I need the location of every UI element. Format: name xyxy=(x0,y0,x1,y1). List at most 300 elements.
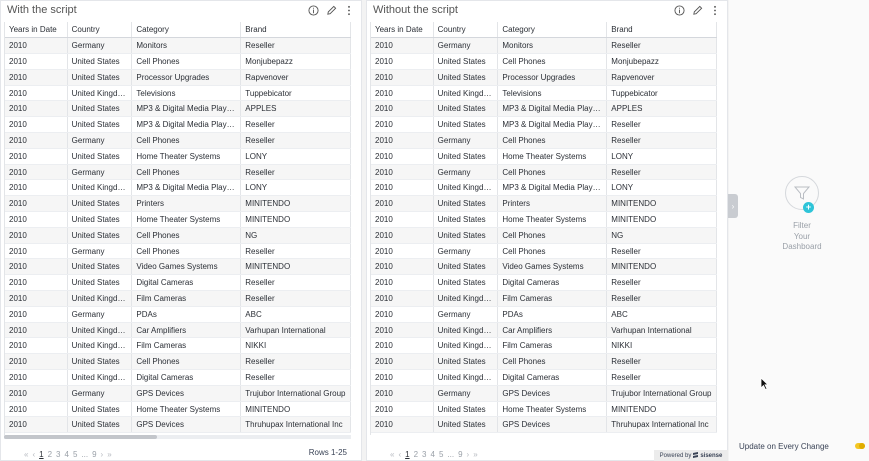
page-link[interactable]: 5 xyxy=(72,449,78,459)
cell-year: 2010 xyxy=(371,85,433,101)
cell-year: 2010 xyxy=(5,180,67,196)
cell-year: 2010 xyxy=(371,133,433,149)
cell-year: 2010 xyxy=(371,54,433,70)
table-row[interactable] xyxy=(5,259,351,275)
cell-category: Video Games Systems xyxy=(132,259,241,275)
table-row[interactable] xyxy=(371,212,717,228)
cell-brand: Reseller xyxy=(241,243,351,259)
table-row[interactable] xyxy=(371,54,717,70)
info-icon[interactable] xyxy=(307,4,319,16)
widget-header xyxy=(367,1,727,19)
table-row[interactable] xyxy=(371,38,717,54)
column-header-country[interactable]: Country xyxy=(433,22,498,38)
table-row[interactable] xyxy=(371,180,717,196)
cell-year: 2010 xyxy=(5,227,67,243)
cell-brand: Trujubor International Group xyxy=(241,385,351,401)
cell-brand: APPLES xyxy=(607,101,717,117)
cell-brand: MINITENDO xyxy=(607,196,717,212)
table-row[interactable] xyxy=(5,417,351,433)
cell-brand: MINITENDO xyxy=(607,401,717,417)
cell-category: PDAs xyxy=(498,306,607,322)
cell-country: United Kingd… xyxy=(433,180,498,196)
table-row[interactable] xyxy=(371,243,717,259)
pivot-table xyxy=(5,22,351,433)
table-row[interactable] xyxy=(5,38,351,54)
first-page-icon[interactable]: « xyxy=(390,449,395,459)
cell-brand: MINITENDO xyxy=(241,401,351,417)
cell-country: United States xyxy=(67,227,132,243)
page-link[interactable]: 5 xyxy=(438,449,444,459)
cell-country: United Kingd… xyxy=(67,85,132,101)
table-row[interactable] xyxy=(371,164,717,180)
table-row[interactable] xyxy=(371,275,717,291)
table-row[interactable] xyxy=(5,401,351,417)
column-header-years[interactable]: Years in Date xyxy=(371,22,433,38)
cell-brand: MINITENDO xyxy=(241,212,351,228)
cell-year: 2010 xyxy=(5,196,67,212)
cell-category: MP3 & Digital Media Play… xyxy=(132,117,241,133)
page-link[interactable]: 2 xyxy=(413,449,419,459)
powered-by-label: Powered by xyxy=(659,452,692,459)
cell-country: Germany xyxy=(67,385,132,401)
pivot-table xyxy=(371,22,717,433)
cell-year: 2010 xyxy=(5,212,67,228)
last-page-icon[interactable]: » xyxy=(107,449,112,459)
table-row[interactable] xyxy=(5,243,351,259)
cell-category: Cell Phones xyxy=(498,227,607,243)
cell-category: Processor Upgrades xyxy=(498,69,607,85)
column-header-brand[interactable]: Brand xyxy=(607,22,717,38)
pagination xyxy=(389,448,479,460)
cell-brand: LONY xyxy=(241,180,351,196)
cell-country: United Kingd… xyxy=(67,370,132,386)
sisense-logo-icon xyxy=(693,452,698,460)
table-row[interactable] xyxy=(5,385,351,401)
cell-brand: NIKKI xyxy=(241,338,351,354)
add-filter-empty-state[interactable] xyxy=(762,176,842,253)
table-row[interactable] xyxy=(5,180,351,196)
cell-brand: Varhupan International xyxy=(607,322,717,338)
cell-brand: MINITENDO xyxy=(607,212,717,228)
table-row[interactable] xyxy=(371,291,717,307)
cell-year: 2010 xyxy=(5,85,67,101)
cell-brand: MINITENDO xyxy=(241,196,351,212)
cell-category: GPS Devices xyxy=(498,417,607,433)
update-on-change-toggle[interactable] xyxy=(855,443,865,449)
pencil-icon[interactable] xyxy=(691,4,703,16)
cell-country: United Kingd… xyxy=(433,291,498,307)
horizontal-scrollbar[interactable] xyxy=(4,435,351,439)
cell-year: 2010 xyxy=(5,322,67,338)
table-row[interactable] xyxy=(5,212,351,228)
table-row[interactable] xyxy=(371,338,717,354)
cell-category: Film Cameras xyxy=(498,338,607,354)
cell-country: Germany xyxy=(433,164,498,180)
table-row[interactable] xyxy=(5,164,351,180)
cell-country: United Kingd… xyxy=(67,338,132,354)
scrollbar-thumb[interactable] xyxy=(4,435,157,439)
cell-category: Televisions xyxy=(498,85,607,101)
cell-brand: Reseller xyxy=(607,133,717,149)
cell-category: Printers xyxy=(498,196,607,212)
cell-category: Digital Cameras xyxy=(498,275,607,291)
cell-category: Home Theater Systems xyxy=(132,148,241,164)
column-header-category[interactable]: Category xyxy=(498,22,607,38)
column-header-brand[interactable]: Brand xyxy=(241,22,351,38)
last-page-icon[interactable]: » xyxy=(473,449,478,459)
cell-category: Cell Phones xyxy=(498,133,607,149)
table-row[interactable] xyxy=(371,306,717,322)
cell-country: United States xyxy=(67,196,132,212)
cell-country: United States xyxy=(67,101,132,117)
kebab-menu-icon[interactable] xyxy=(709,4,721,16)
widget-title: With the script xyxy=(7,4,77,16)
cell-year: 2010 xyxy=(371,275,433,291)
page-link[interactable]: 1 xyxy=(405,449,410,459)
cell-country: Germany xyxy=(67,306,132,322)
cell-brand: Reseller xyxy=(241,38,351,54)
cell-country: United Kingd… xyxy=(67,322,132,338)
cell-brand: NG xyxy=(241,227,351,243)
cell-brand: Tuppebicator xyxy=(607,85,717,101)
cell-year: 2010 xyxy=(5,243,67,259)
cell-country: Germany xyxy=(433,38,498,54)
page-link[interactable]: 3 xyxy=(56,449,61,459)
cell-category: MP3 & Digital Media Play… xyxy=(498,180,607,196)
cell-category: Home Theater Systems xyxy=(132,212,241,228)
cell-brand: Reseller xyxy=(241,370,351,386)
page-link[interactable]: 4 xyxy=(430,449,435,459)
cell-year: 2010 xyxy=(5,338,67,354)
cell-year: 2010 xyxy=(371,196,433,212)
cell-country: United States xyxy=(67,54,132,70)
cell-country: United States xyxy=(433,227,498,243)
cell-year: 2010 xyxy=(5,275,67,291)
pivot-table-container[interactable] xyxy=(370,22,717,435)
cell-country: Germany xyxy=(67,243,132,259)
column-header-category[interactable]: Category xyxy=(132,22,241,38)
table-row[interactable] xyxy=(371,417,717,433)
cell-brand: Rapvenover xyxy=(241,69,351,85)
cell-year: 2010 xyxy=(5,291,67,307)
cell-category: MP3 & Digital Media Play… xyxy=(132,180,241,196)
cell-category: Cell Phones xyxy=(132,133,241,149)
cell-brand: Reseller xyxy=(607,117,717,133)
cell-category: Cell Phones xyxy=(498,54,607,70)
cell-year: 2010 xyxy=(5,117,67,133)
column-header-years[interactable]: Years in Date xyxy=(5,22,67,38)
cell-category: Televisions xyxy=(132,85,241,101)
table-row[interactable] xyxy=(371,322,717,338)
table-row[interactable] xyxy=(5,133,351,149)
mouse-cursor-icon xyxy=(760,377,769,390)
filter-empty-text: Filter Your Dashboard xyxy=(782,221,822,251)
cell-category: Car Amplifiers xyxy=(132,322,241,338)
cell-brand: LONY xyxy=(607,180,717,196)
cell-country: United Kingd… xyxy=(433,85,498,101)
add-filter-button[interactable] xyxy=(785,176,819,210)
cell-year: 2010 xyxy=(5,133,67,149)
cell-year: 2010 xyxy=(371,385,433,401)
widget-header xyxy=(1,1,361,19)
cell-country: United Kingd… xyxy=(433,338,498,354)
table-row[interactable] xyxy=(5,54,351,70)
cell-brand: Rapvenover xyxy=(607,69,717,85)
widget-title: Without the script xyxy=(373,4,458,16)
table-row[interactable] xyxy=(5,69,351,85)
cell-country: United States xyxy=(433,101,498,117)
cell-country: Germany xyxy=(67,38,132,54)
cell-category: Cell Phones xyxy=(132,164,241,180)
table-row[interactable] xyxy=(371,117,717,133)
cell-country: United States xyxy=(67,212,132,228)
cell-category: Home Theater Systems xyxy=(498,401,607,417)
table-row[interactable] xyxy=(5,322,351,338)
cell-country: Germany xyxy=(433,243,498,259)
cell-brand: Reseller xyxy=(241,354,351,370)
table-row[interactable] xyxy=(371,370,717,386)
table-row[interactable] xyxy=(5,275,351,291)
cell-brand: Varhupan International xyxy=(241,322,351,338)
pivot-table-container[interactable] xyxy=(4,22,351,435)
cell-category: MP3 & Digital Media Play… xyxy=(132,101,241,117)
pagination xyxy=(23,448,113,460)
cell-year: 2010 xyxy=(371,38,433,54)
page-link[interactable]: 9 xyxy=(92,449,97,459)
cell-country: United States xyxy=(67,69,132,85)
cell-category: MP3 & Digital Media Play… xyxy=(498,117,607,133)
powered-by-badge[interactable] xyxy=(654,450,728,461)
first-page-icon[interactable]: « xyxy=(24,449,29,459)
plus-icon: + xyxy=(803,202,814,213)
cell-brand: Thruhupax International Inc xyxy=(607,417,717,433)
cell-category: GPS Devices xyxy=(132,417,241,433)
table-row[interactable] xyxy=(5,117,351,133)
cell-brand: LONY xyxy=(241,148,351,164)
cell-year: 2010 xyxy=(5,306,67,322)
funnel-icon xyxy=(793,184,811,202)
table-row[interactable] xyxy=(5,306,351,322)
cell-category: Film Cameras xyxy=(498,291,607,307)
cell-brand: Reseller xyxy=(241,164,351,180)
table-row[interactable] xyxy=(5,354,351,370)
cell-year: 2010 xyxy=(5,401,67,417)
rows-range-label: Rows 1-25 xyxy=(308,448,347,457)
cell-country: Germany xyxy=(67,164,132,180)
table-row[interactable] xyxy=(371,354,717,370)
table-row[interactable] xyxy=(371,133,717,149)
cell-brand: Reseller xyxy=(607,291,717,307)
cell-brand: NIKKI xyxy=(607,338,717,354)
cell-year: 2010 xyxy=(5,354,67,370)
cell-year: 2010 xyxy=(5,69,67,85)
next-page-icon[interactable]: › xyxy=(466,449,470,459)
cell-brand: Reseller xyxy=(607,38,717,54)
cell-year: 2010 xyxy=(371,212,433,228)
cell-brand: NG xyxy=(607,227,717,243)
page-ellipsis: ... xyxy=(81,449,89,459)
cell-category: GPS Devices xyxy=(132,385,241,401)
cell-brand: Tuppebicator xyxy=(241,85,351,101)
cell-brand: LONY xyxy=(607,148,717,164)
cell-year: 2010 xyxy=(371,164,433,180)
cell-category: Digital Cameras xyxy=(132,370,241,386)
cell-country: United States xyxy=(67,117,132,133)
widget-without-script xyxy=(366,0,728,461)
page-link[interactable]: 4 xyxy=(64,449,69,459)
cell-category: Processor Upgrades xyxy=(132,69,241,85)
cell-category: Home Theater Systems xyxy=(498,212,607,228)
cell-category: Cell Phones xyxy=(132,243,241,259)
cell-year: 2010 xyxy=(371,243,433,259)
cell-category: Home Theater Systems xyxy=(132,401,241,417)
cell-category: Cell Phones xyxy=(498,354,607,370)
cell-country: United States xyxy=(433,417,498,433)
cell-brand: Monjubepazz xyxy=(241,54,351,70)
update-on-change-label: Update on Every Change xyxy=(739,441,829,451)
table-row[interactable] xyxy=(371,101,717,117)
cell-country: United States xyxy=(67,401,132,417)
cell-category: Cell Phones xyxy=(498,243,607,259)
cell-country: United States xyxy=(67,259,132,275)
cell-year: 2010 xyxy=(371,101,433,117)
cell-category: Car Amplifiers xyxy=(498,322,607,338)
cell-brand: Reseller xyxy=(241,117,351,133)
cell-brand: Reseller xyxy=(241,275,351,291)
cell-country: United States xyxy=(433,401,498,417)
cell-year: 2010 xyxy=(371,148,433,164)
prev-page-icon[interactable]: ‹ xyxy=(32,449,36,459)
prev-page-icon[interactable]: ‹ xyxy=(398,449,402,459)
cell-country: United States xyxy=(433,275,498,291)
cell-category: Cell Phones xyxy=(498,164,607,180)
cell-brand: Reseller xyxy=(607,370,717,386)
cell-category: Cell Phones xyxy=(132,54,241,70)
cell-country: United States xyxy=(433,117,498,133)
page-link[interactable]: 3 xyxy=(422,449,427,459)
cell-category: PDAs xyxy=(132,306,241,322)
cell-brand: MINITENDO xyxy=(241,259,351,275)
cell-country: United Kingd… xyxy=(433,322,498,338)
update-on-change-row xyxy=(739,440,865,452)
cell-country: United Kingd… xyxy=(67,180,132,196)
cell-year: 2010 xyxy=(5,417,67,433)
cell-year: 2010 xyxy=(5,385,67,401)
table-row[interactable] xyxy=(371,196,717,212)
cell-country: United States xyxy=(433,54,498,70)
cell-category: Printers xyxy=(132,196,241,212)
widget-with-script xyxy=(0,0,362,461)
table-row[interactable] xyxy=(371,227,717,243)
cell-year: 2010 xyxy=(371,370,433,386)
table-row[interactable] xyxy=(5,370,351,386)
filter-panel-collapse-handle[interactable] xyxy=(728,194,738,218)
cell-country: United States xyxy=(67,417,132,433)
cell-brand: Reseller xyxy=(607,354,717,370)
cell-category: Digital Cameras xyxy=(498,370,607,386)
cell-brand: MINITENDO xyxy=(607,259,717,275)
cell-country: Germany xyxy=(433,306,498,322)
table-row[interactable] xyxy=(371,69,717,85)
cell-country: United States xyxy=(67,275,132,291)
cell-year: 2010 xyxy=(371,401,433,417)
cell-year: 2010 xyxy=(5,259,67,275)
cell-country: United States xyxy=(67,148,132,164)
table-row[interactable] xyxy=(5,196,351,212)
cell-brand: Reseller xyxy=(607,164,717,180)
brand-name: sisense xyxy=(700,452,723,459)
table-row[interactable] xyxy=(5,338,351,354)
cell-year: 2010 xyxy=(371,322,433,338)
table-row[interactable] xyxy=(371,401,717,417)
cell-year: 2010 xyxy=(5,101,67,117)
cell-category: Monitors xyxy=(498,38,607,54)
cell-year: 2010 xyxy=(5,54,67,70)
cell-country: United States xyxy=(433,69,498,85)
cell-year: 2010 xyxy=(371,180,433,196)
table-row[interactable] xyxy=(371,259,717,275)
cell-year: 2010 xyxy=(371,306,433,322)
table-row[interactable] xyxy=(5,101,351,117)
info-icon[interactable] xyxy=(673,4,685,16)
cell-brand: Reseller xyxy=(241,291,351,307)
page-link[interactable]: 9 xyxy=(458,449,463,459)
cell-brand: Reseller xyxy=(607,243,717,259)
cell-category: Cell Phones xyxy=(132,227,241,243)
cell-country: United States xyxy=(433,259,498,275)
table-row[interactable] xyxy=(371,85,717,101)
pencil-icon[interactable] xyxy=(325,4,337,16)
cell-brand: APPLES xyxy=(241,101,351,117)
kebab-menu-icon[interactable] xyxy=(343,4,355,16)
cell-category: Video Games Systems xyxy=(498,259,607,275)
table-row[interactable] xyxy=(5,227,351,243)
cell-year: 2010 xyxy=(5,38,67,54)
column-header-country[interactable]: Country xyxy=(67,22,132,38)
page-link[interactable]: 2 xyxy=(47,449,53,459)
page-ellipsis: ... xyxy=(447,449,455,459)
cell-country: United States xyxy=(433,212,498,228)
cell-year: 2010 xyxy=(5,370,67,386)
table-row[interactable] xyxy=(5,85,351,101)
table-row[interactable] xyxy=(371,148,717,164)
cell-category: Film Cameras xyxy=(132,291,241,307)
cell-year: 2010 xyxy=(371,117,433,133)
cell-country: Germany xyxy=(67,133,132,149)
cell-year: 2010 xyxy=(371,259,433,275)
cell-year: 2010 xyxy=(371,291,433,307)
cell-country: United Kingd… xyxy=(67,291,132,307)
cell-year: 2010 xyxy=(371,338,433,354)
cell-country: United States xyxy=(433,196,498,212)
next-page-icon[interactable]: › xyxy=(100,449,104,459)
cell-country: United States xyxy=(433,148,498,164)
cell-country: Germany xyxy=(433,133,498,149)
page-link[interactable]: 1 xyxy=(39,449,44,459)
table-row[interactable] xyxy=(5,291,351,307)
cell-country: Germany xyxy=(433,385,498,401)
cell-country: United States xyxy=(67,354,132,370)
cell-year: 2010 xyxy=(371,69,433,85)
cell-category: Monitors xyxy=(132,38,241,54)
table-row[interactable] xyxy=(5,148,351,164)
cell-category: Film Cameras xyxy=(132,338,241,354)
table-row[interactable] xyxy=(371,385,717,401)
cell-category: MP3 & Digital Media Play… xyxy=(498,101,607,117)
cell-year: 2010 xyxy=(371,354,433,370)
cell-brand: Reseller xyxy=(241,133,351,149)
cell-brand: ABC xyxy=(241,306,351,322)
